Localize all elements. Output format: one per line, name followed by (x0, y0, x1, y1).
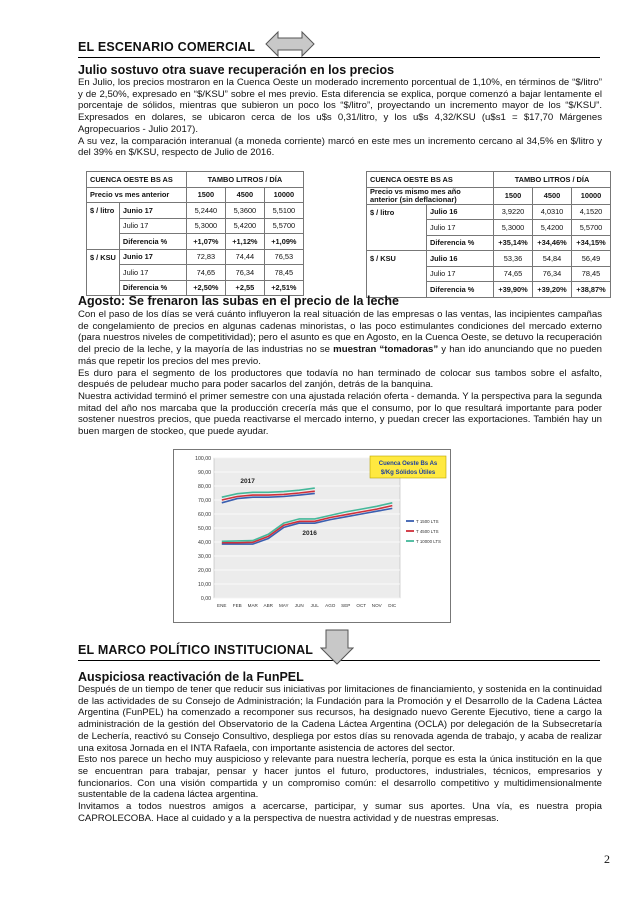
table-subtitle: Precio vs mes anterior (87, 187, 187, 203)
table-title: CUENCA OESTE BS AS (87, 172, 187, 188)
table-cell: 3,9220 (494, 204, 533, 220)
x-tick-label: AGO (325, 603, 336, 608)
table-cell: +1,07% (186, 234, 225, 250)
y-tick-label: 20,00 (198, 568, 211, 574)
x-tick-label: ENE (217, 603, 227, 608)
annotation-2017: 2017 (240, 478, 255, 486)
table-cell: 72,83 (186, 249, 225, 265)
table-row (367, 235, 611, 251)
double-arrow-icon (264, 30, 316, 58)
paragraph: Esto nos parece un hecho muy auspicioso y relevante para nuestra lechería, porque es esta la única institución en la que se encuentran para trabajar, pensar y hacer juntos el futuro, productores, industriales, técnicos, empresarios y funcionarios. Con una visión compartida y un compromiso común: el desarrollo competitivo y multidimensionalmente sustentable de la cadena láctea argentina. (78, 754, 602, 801)
table-cell: 5,4200 (225, 218, 264, 234)
x-tick-label: DIC (388, 603, 397, 608)
article-title-funpel: Auspiciosa reactivación de la FunPEL (78, 670, 304, 684)
text: y han ido anunciando que no pueden más que repetir los precios del mes previo. (78, 344, 603, 367)
x-tick-label: MAR (247, 603, 258, 608)
row-label: Diferencia % (119, 234, 186, 250)
table-cell: +38,87% (572, 282, 611, 298)
table-row (87, 234, 304, 250)
legend-label: T 4500 LTS (416, 529, 439, 534)
table-cell: +1,09% (264, 234, 303, 250)
table-cell: 74,44 (225, 249, 264, 265)
x-tick-label: OCT (356, 603, 367, 608)
annotation-2016: 2016 (302, 530, 317, 537)
y-tick-label: 60,00 (198, 512, 211, 518)
table-cell: +2,55 (225, 280, 264, 296)
table-cell: 5,5700 (264, 218, 303, 234)
table-row (87, 203, 304, 219)
x-tick-label: FEB (232, 603, 242, 608)
y-tick-label: 80,00 (198, 484, 211, 490)
row-unit: $ / KSU (367, 251, 427, 267)
paragraph: A su vez, la comparación interanual (a moneda corriente) marcó en este mes un incremento cercano al 34,5% en $/litro y del 39% en $/KSU, respecto de Julio de 2016. (78, 135, 602, 159)
table-cell: 74,65 (494, 266, 533, 282)
table-cell: 53,36 (494, 251, 533, 267)
table-header: TAMBO LITROS / DÍA (186, 172, 303, 188)
y-tick-label: 90,00 (198, 470, 211, 476)
legend-label: T 10000 LTS (416, 539, 441, 544)
row-label: Junio 17 (119, 203, 186, 219)
paragraph: Es duro para el segmento de los productores que todavía no han terminado de colocar sus tambos sobre el asfalto, después de peludear mucho para poder sacarlos del zanjón, detrás de la banquina. (78, 367, 602, 391)
table-cell: 74,65 (186, 265, 225, 281)
y-tick-label: 50,00 (198, 526, 211, 532)
column-header: 4500 (533, 187, 572, 204)
row-label: Julio 17 (119, 218, 186, 234)
table-cell: 4,1520 (572, 204, 611, 220)
y-tick-label: 10,00 (198, 582, 211, 588)
table-cell: 76,34 (225, 265, 264, 281)
table-cell: +34,46% (533, 235, 572, 251)
column-header: 1500 (494, 187, 533, 204)
article-body-julio (78, 77, 602, 159)
arrow-down-icon (320, 628, 354, 666)
column-header: 4500 (225, 187, 264, 203)
table-cell: 54,84 (533, 251, 572, 267)
table-row (87, 218, 304, 234)
table-cell: +39,90% (494, 282, 533, 298)
row-unit (367, 235, 427, 251)
row-label: Diferencia % (119, 280, 186, 296)
table-cell: 5,3000 (494, 220, 533, 236)
y-tick-label: 0,00 (200, 596, 211, 602)
table-row (367, 282, 611, 298)
price-chart (173, 449, 451, 623)
y-tick-label: 100,00 (195, 456, 211, 462)
line-chart (174, 450, 450, 622)
table-row (367, 251, 611, 267)
x-tick-label: NOV (371, 603, 382, 608)
table-cell: 4,0310 (533, 204, 572, 220)
table-cell: 78,45 (572, 266, 611, 282)
row-label: Julio 17 (427, 266, 494, 282)
table-header: TAMBO LITROS / DÍA (494, 172, 611, 188)
row-unit (87, 265, 120, 281)
x-tick-label: ABR (263, 603, 273, 608)
x-tick-label: SEP (341, 603, 351, 608)
section-heading-comercial (78, 40, 600, 58)
table-cell: 5,3600 (225, 203, 264, 219)
chart-subtitle: $/Kg Sólidos Útiles (380, 470, 436, 476)
table-cell: 5,5700 (572, 220, 611, 236)
table-title: CUENCA OESTE BS AS (367, 172, 494, 188)
table-cell: +1,12% (225, 234, 264, 250)
column-header: 10000 (264, 187, 303, 203)
table-cell: +2,51% (264, 280, 303, 296)
table-row (367, 220, 611, 236)
table-subtitle: Precio vs mismo mes año anterior (sin deflacionar) (367, 187, 494, 204)
paragraph: En Julio, los precios mostraron en la Cuenca Oeste un moderado incremento porcentual de 1,10%, en términos de “$/litro” y de 2,50%, expresado en “$/KSU” sobre el mes previo. Esta diferencia se explica, porque comenzó a bajar lentamente el porcentaje de sólidos, mientras que subieron un poco los “$/litro”, proyectando un incremento mayor de los “$/KSU”. Expresados en dolares, se ubicaron cerca de los u$s 0,31/litro, y los u$s 4,32/KSU (u$s1 = $17,70 Márgenes Agropecuarios - Julio 2017). (78, 77, 602, 135)
section-title: EL ESCENARIO COMERCIAL (78, 40, 256, 54)
table-cell: 56,49 (572, 251, 611, 267)
row-unit (367, 220, 427, 236)
table-cell: +34,15% (572, 235, 611, 251)
article-body-agosto (78, 309, 602, 438)
table-cell: 5,3000 (186, 218, 225, 234)
row-label: Diferencia % (427, 282, 494, 298)
table-cell: +35,14% (494, 235, 533, 251)
table-row (367, 204, 611, 220)
row-label: Julio 17 (427, 220, 494, 236)
row-label: Julio 16 (427, 204, 494, 220)
row-label: Diferencia % (427, 235, 494, 251)
table-cell: 76,53 (264, 249, 303, 265)
table-cell: 76,34 (533, 266, 572, 282)
bold-text: muestran “tomadoras” (333, 344, 439, 356)
row-unit (87, 234, 120, 250)
article-title-julio: Julio sostuvo otra suave recuperación en los precios (78, 63, 395, 77)
table-cell: +39,20% (533, 282, 572, 298)
row-unit: $ / litro (367, 204, 427, 220)
paragraph: Después de un tiempo de tener que reducir sus iniciativas por limitaciones de financiamiento, y sostenida en la continuidad de las actividades de su Consejo de Administración; la Fundación para la Promoción y el Desarrollo de la Cadena Láctea Argentina (FunPEL) ha comenzado a recomponer sus recursos, ha designado nuevo Gerente Ejecutivo, tiene a cargo la administración de la gestión del Observatorio de la Cadena Láctea Argentina (OCLA) por delegación de la Subsecretaría de Lechería, reactivó su Consejo Consultivo, despliega por estos días su renovada agenda de trabajo, y acaba de realizar una exitosa Jornada en el INTA Rafaela, con importante asistencia de actores del sector. (78, 684, 602, 754)
row-label: Junio 17 (119, 249, 186, 265)
column-header: 10000 (572, 187, 611, 204)
x-tick-label: JUL (310, 603, 319, 608)
x-tick-label: JUN (294, 603, 304, 608)
article-body-funpel (78, 684, 602, 824)
article-title-agosto: Agosto: Se frenaron las subas en el precio de la leche (78, 294, 399, 308)
chart-title: Cuenca Oeste Bs As (378, 461, 438, 467)
table-row (87, 265, 304, 281)
row-unit (87, 218, 120, 234)
legend-label: T 1500 LTS (416, 519, 439, 524)
y-tick-label: 30,00 (198, 554, 211, 560)
table-price-vs-previous-year (366, 171, 611, 298)
row-label: Julio 17 (119, 265, 186, 281)
table-price-vs-previous-month (86, 171, 304, 296)
table-cell: +2,50% (186, 280, 225, 296)
paragraph: Invitamos a todos nuestros amigos a acercarse, participar, y sumar sus aportes. Una vía, es nuestra propia CAPROLECOBA. Hace al cuidado y a la perspectiva de nuestra actividad y de nuestras empresas. (78, 801, 602, 824)
page-number: 2 (604, 852, 610, 866)
table-cell: 5,2440 (186, 203, 225, 219)
y-tick-label: 40,00 (198, 540, 211, 546)
text: Con el paso de los días se verá cuánto influyeron la real situación de las empresas o las ventas, las incipientes campañas de congelamiento de precios en algunas cadenas minoristas, o las poco estimulantes condiciones del mercado externo (para nuestros niveles de competitividad); pero el asunto es que en Agosto, en la Cuenca Oeste, se detuvo la recuperación del precio de la leche, y la mayoría de las industrias no se (78, 309, 602, 356)
paragraph (78, 309, 602, 368)
table-cell: 78,45 (264, 265, 303, 281)
y-tick-label: 70,00 (198, 498, 211, 504)
table-cell: 5,4200 (533, 220, 572, 236)
section-title: EL MARCO POLÍTICO INSTITUCIONAL (78, 643, 314, 657)
row-unit: $ / KSU (87, 249, 120, 265)
row-label: Julio 16 (427, 251, 494, 267)
x-tick-label: MAY (278, 603, 289, 608)
table-cell: 5,5100 (264, 203, 303, 219)
table-row (367, 266, 611, 282)
row-unit (367, 266, 427, 282)
row-unit: $ / litro (87, 203, 120, 219)
paragraph: Nuestra actividad terminó el primer semestre con una ajustada relación oferta - demanda. Y la perspectiva para la segunda mitad del año nos marcaba que la producción crecería más que el consumo, por lo que resultará importante para poder sostener nuestros precios, que pueda reactivarse el mercado interno, y puedan crecer las exportaciones. También hay un buen margen de stockeo, que puede ayudar. (78, 390, 602, 438)
table-row (87, 249, 304, 265)
column-header: 1500 (186, 187, 225, 203)
